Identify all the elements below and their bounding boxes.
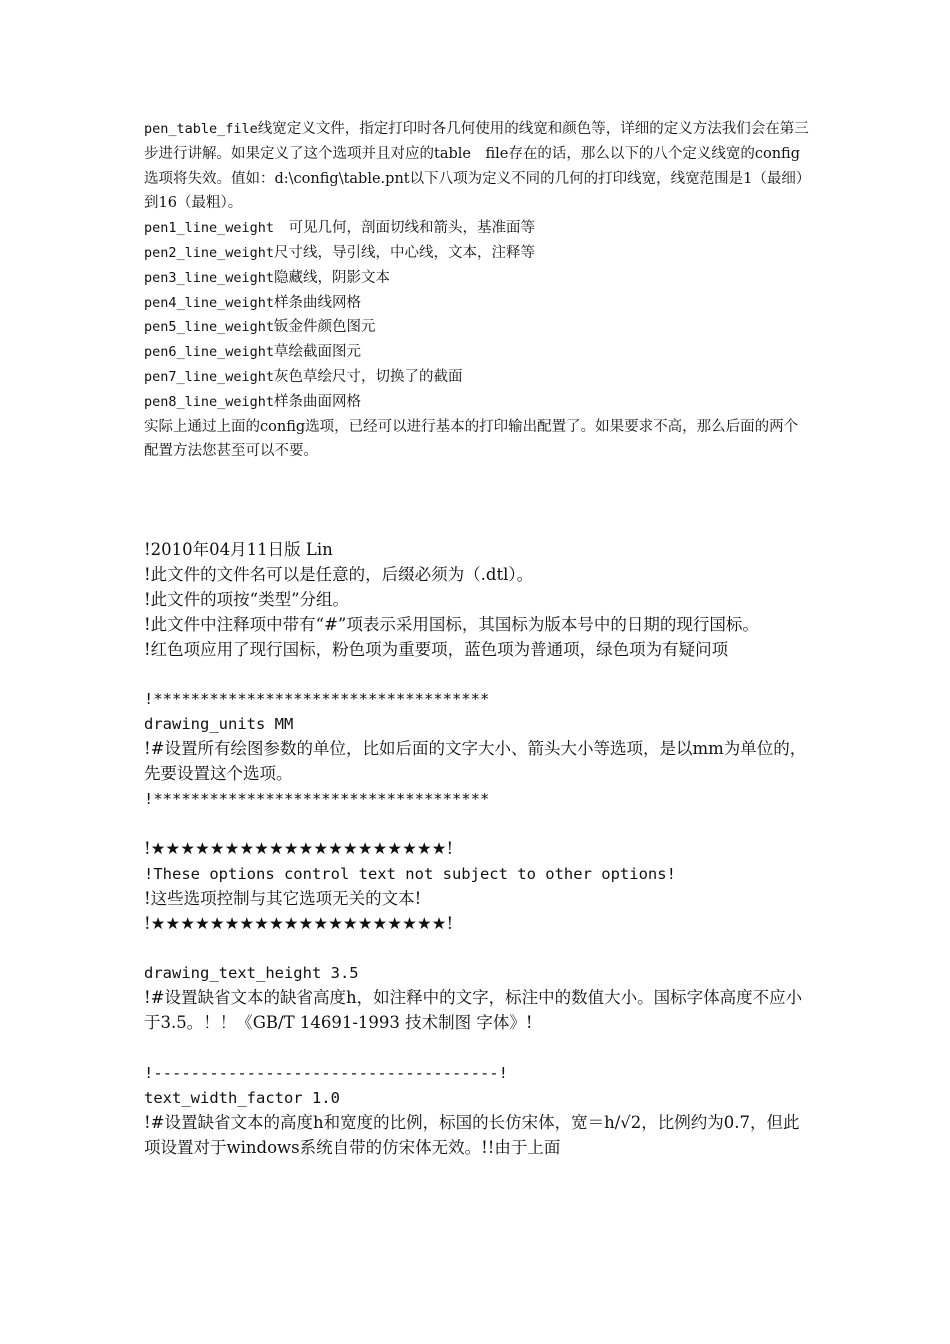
pen-line-5: [144, 315, 812, 340]
pen-option-description: 可见几何，剖面切线和箭头，基准面等: [274, 220, 536, 237]
pen-line-7: [144, 365, 812, 390]
pen-option-description: 草绘截面图元: [274, 344, 362, 361]
pen-line-2: [144, 241, 812, 266]
pen-table-option-name: pen_table_file: [144, 121, 258, 137]
pen-option-description: 灰色草绘尺寸，切换了的截面: [274, 368, 463, 385]
pen-line-8: [144, 390, 812, 415]
color-legend-note: !红色项应用了现行国标，粉色项为重要项，蓝色项为普通项，绿色项为有疑问项: [144, 639, 729, 659]
width-factor-option: text_width_factor 1.0: [144, 1088, 340, 1107]
star-separator: !★★★★★★★★★★★★★★★★★★★★!: [144, 913, 454, 933]
text-height-description: !#设置缺省文本的缺省高度h，如注释中的文字，标注中的数值大小。国标字体高度不应小于3.5。！！《GB/T 14691-1993 技术制图 字体》!: [144, 988, 803, 1033]
pen-table-paragraph: [144, 117, 812, 216]
width-factor-description: !#设置缺省文本的高度h和宽度的比例，标国的长仿宋体，宽＝h/√2，比例约为0.7，但此项设置对于windows系统自带的仿宋体无效。!!由于上面: [144, 1112, 800, 1157]
dtl-config-section: [144, 538, 812, 1161]
filename-note: !此文件的文件名可以是任意的，后缀必须为（.dtl）。: [144, 564, 534, 584]
pen-option-name: pen2_line_weight: [144, 244, 275, 261]
pen-option-name: pen5_line_weight: [144, 319, 275, 336]
pen-line-4: [144, 291, 812, 316]
drawing-units-option: drawing_units MM: [144, 715, 294, 734]
asterisk-separator: !************************************: [144, 790, 490, 809]
grouping-note: !此文件的项按“类型”分组。: [144, 589, 350, 609]
pen-option-name: pen1_line_weight: [144, 220, 275, 237]
pen-option-name: pen7_line_weight: [144, 368, 275, 385]
pen-option-description: 样条曲线网格: [274, 294, 362, 311]
asterisk-separator: !************************************: [144, 690, 490, 709]
dash-separator: !-------------------------------------!: [144, 1063, 508, 1082]
conclusion-paragraph: 实际上通过上面的config选项，已经可以进行基本的打印输出配置了。如果要求不高，那么后面的两个配置方法您甚至可以不要。: [144, 418, 799, 460]
pen-option-description: 尺寸线，导引线，中心线，文本，注释等: [274, 244, 536, 261]
options-comment-zh: !这些选项控制与其它选项无关的文本!: [144, 888, 422, 908]
version-header: !2010年04月11日版 Lin: [144, 540, 333, 559]
pen-option-name: pen6_line_weight: [144, 344, 275, 361]
star-separator: !★★★★★★★★★★★★★★★★★★★★!: [144, 838, 454, 858]
pen-option-name: pen8_line_weight: [144, 393, 275, 410]
pen-option-description: 隐藏线，阴影文本: [274, 269, 391, 286]
pen-table-description: 线宽定义文件，指定打印时各几何使用的线宽和颜色等，详细的定义方法我们会在第三步进行讲解。如果定义了这个选项并且对应的table file存在的话，那么以下的八个定义线宽的config选项将失效。值如：d:\config\table.pnt以下八项为定义不同的几何的打印线宽，线宽范围是1（最细）到16（最粗）。: [144, 121, 811, 212]
pen-settings-section: [144, 117, 812, 464]
standard-note: !此文件中注释项中带有“#”项表示采用国标，其国标为版本号中的日期的现行国标。: [144, 614, 759, 634]
pen-option-description: 钣金件颜色图元: [274, 319, 376, 336]
pen-option-description: 样条曲面网格: [274, 393, 362, 410]
pen-option-name: pen4_line_weight: [144, 294, 275, 311]
pen-line-1: [144, 216, 812, 241]
pen-line-3: [144, 266, 812, 291]
text-height-option: drawing_text_height 3.5: [144, 964, 359, 983]
options-comment-en: !These options control text not subject to other options!: [144, 864, 676, 883]
pen-option-name: pen3_line_weight: [144, 269, 275, 286]
drawing-units-description: !#设置所有绘图参数的单位，比如后面的文字大小、箭头大小等选项，是以mm为单位的，先要设置这个选项。: [144, 739, 807, 784]
pen-line-6: [144, 340, 812, 365]
